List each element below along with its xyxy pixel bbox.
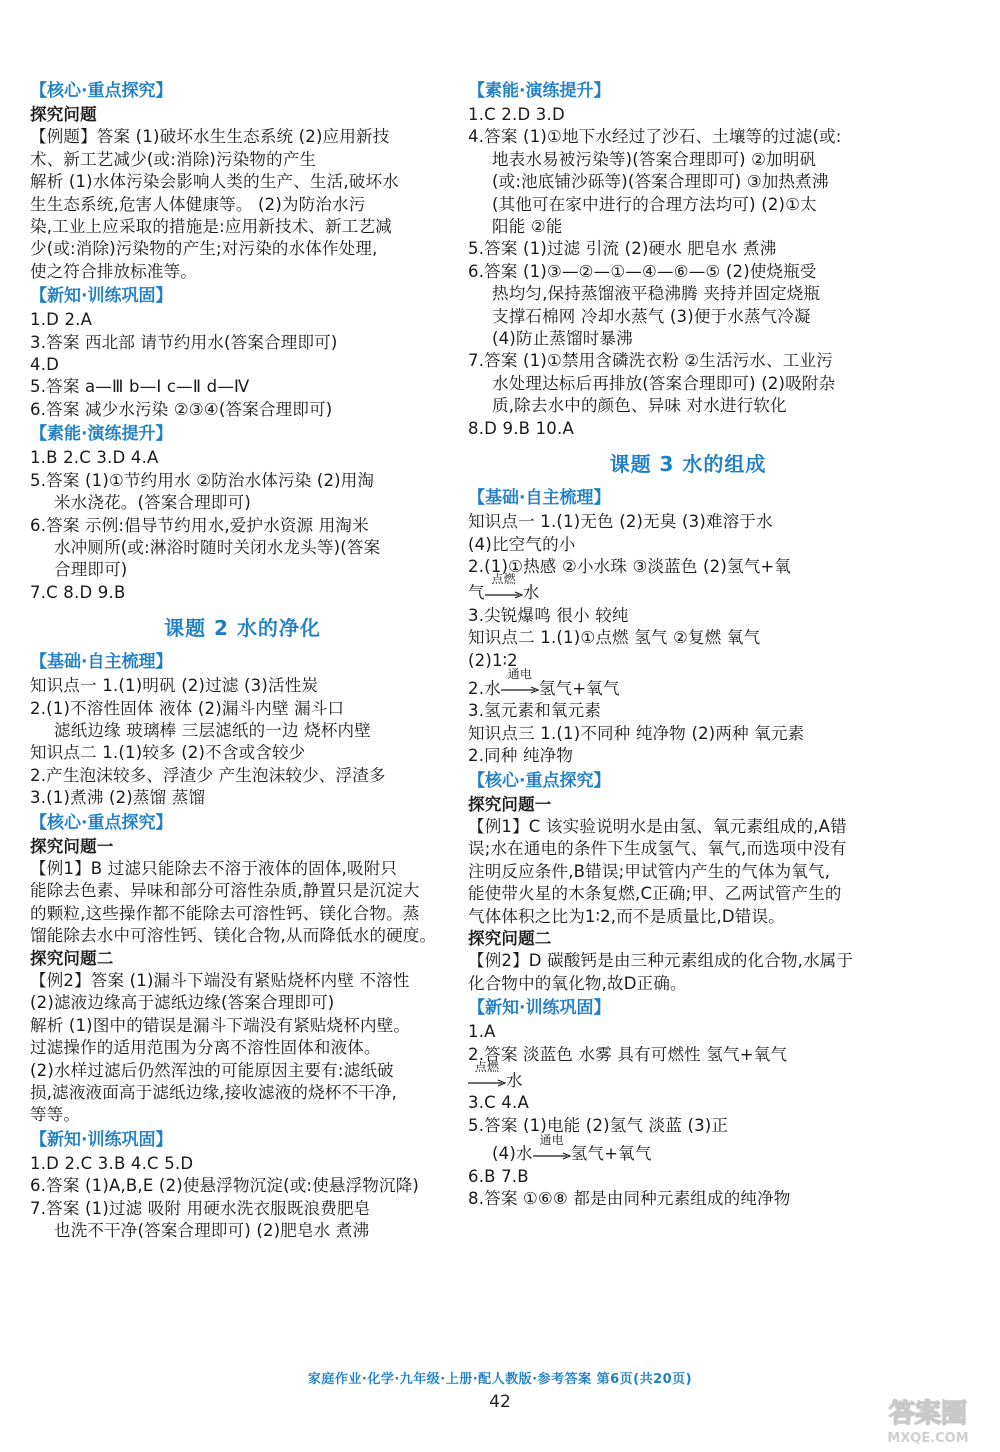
- text-line: 知识点二 1.(1)①点燃 氢气 ②复燃 氧气: [468, 628, 761, 648]
- text-line: 等等。: [30, 1105, 81, 1125]
- equation-reactant: 2.水: [468, 678, 501, 698]
- text-line: 1.D 2.A: [30, 310, 93, 330]
- text-line: 5.答案 (1)电能 (2)氢气 淡蓝 (3)正: [468, 1115, 729, 1135]
- text-line: (4)防止蒸馏时暴沸: [492, 329, 633, 349]
- arrow-icon: [468, 1079, 506, 1087]
- arrow-icon: [485, 591, 523, 599]
- text-line: 质,除去水中的颜色、异味 对水进行软化: [492, 396, 787, 416]
- text-line: 热均匀,保持蒸馏液平稳沸腾 夹持并固定烧瓶: [492, 284, 821, 304]
- text-line: 7.答案 (1)①禁用含磷洗衣粉 ②生活污水、工业污: [468, 351, 833, 371]
- chemical-equation: [468, 1059, 908, 1092]
- text-line: 8.D 9.B 10.A: [468, 418, 574, 438]
- text-line: 的颗粒,这些操作都不能除去可溶性钙、镁化合物。蒸: [30, 903, 420, 923]
- text-line: 2.(1)①热感 ②小水珠 ③淡蓝色 (2)氢气+氧: [468, 556, 792, 576]
- text-line: 注明反应条件,B错误;甲试管内产生的气体为氧气,: [468, 861, 831, 881]
- arrow-icon: [501, 686, 539, 694]
- reaction-arrow: [501, 667, 539, 698]
- svg-text:答案圈: 答案圈: [888, 1399, 968, 1429]
- section-header: 【核心·重点探究】: [30, 812, 173, 833]
- text-line: 馏能除去水中可溶性钙、镁化合物,从而降低水的硬度。: [30, 926, 437, 946]
- text-line: 6.答案 (1)A,B,E (2)使悬浮物沉淀(或:使悬浮物沉降): [30, 1176, 420, 1196]
- text-line: 4.D: [30, 355, 60, 375]
- section-header: 【新知·训练巩固】: [30, 1129, 173, 1150]
- text-line: 知识点三 1.(1)不同种 纯净物 (2)两种 氧元素: [468, 723, 805, 743]
- section-header: 【基础·自主梳理】: [30, 652, 173, 673]
- text-line: 3.尖锐爆鸣 很小 较纯: [468, 605, 629, 625]
- text-line: 6.B 7.B: [468, 1166, 529, 1186]
- watermark-icon: [868, 1392, 988, 1448]
- text-line: 过滤操作的适用范围为分离不溶性固体和液体。: [30, 1038, 381, 1058]
- text-line: 水冲厕所(或:淋浴时随时关闭水龙头等)(答案: [54, 537, 381, 557]
- section-header: 【核心·重点探究】: [468, 770, 611, 791]
- text-line: 染,工业上应采取的措施是:应用新技术、新工艺减: [30, 217, 392, 237]
- text-line: 解析 (1)水体污染会影响人类的生产、生活,破坏水: [30, 172, 399, 192]
- text-line: 知识点一 1.(1)明矾 (2)过滤 (3)活性炭: [30, 676, 319, 696]
- equation-product: 水: [522, 583, 540, 603]
- reaction-arrow: [485, 571, 523, 603]
- arrow-icon: [533, 1152, 571, 1160]
- text-line: 知识点一 1.(1)无色 (2)无臭 (3)难溶于水: [468, 512, 773, 532]
- text-line: 3.答案 西北部 请节约用水(答案合理即可): [30, 332, 338, 352]
- text-line: 6.答案 减少水污染 ②③④(答案合理即可): [30, 399, 333, 419]
- section-header: 【基础·自主梳理】: [468, 488, 611, 509]
- text-line: 术、新工艺减少(或:消除)污染物的产生: [30, 149, 317, 169]
- text-line: (其他可在家中进行的合理方法均可) (2)①太: [492, 194, 817, 214]
- text-line: 2.(1)不溶性固体 液体 (2)漏斗内壁 漏斗口: [30, 698, 345, 718]
- text-line: (2)滤液边缘高于滤纸边缘(答案合理即可): [30, 993, 335, 1013]
- text-line: 6.答案 示例:倡导节约用水,爱护水资源 用淘米: [30, 515, 369, 535]
- text-line: 【例1】B 过滤只能除去不溶于液体的固体,吸附只: [30, 858, 398, 878]
- equation-product: 氢气+氧气: [570, 1144, 652, 1164]
- chemical-equation: [468, 571, 908, 604]
- sub-heading: 探究问题一: [30, 836, 114, 856]
- right-column: [468, 78, 908, 1210]
- text-line: 滤纸边缘 玻璃棒 三层滤纸的一边 烧杯内壁: [54, 720, 371, 740]
- equation-product: 水: [506, 1071, 523, 1091]
- text-line: 合理即可): [54, 560, 128, 580]
- text-line: 5.答案 a—Ⅲ b—Ⅰ c—Ⅱ d—Ⅳ: [30, 377, 250, 397]
- text-line: 知识点二 1.(1)较多 (2)不含或含较少: [30, 743, 306, 763]
- text-line: 1.B 2.C 3.D 4.A: [30, 448, 159, 468]
- section-header: 【素能·演练提升】: [30, 424, 173, 445]
- reaction-condition: 通电: [539, 1132, 564, 1147]
- text-line: 3.(1)煮沸 (2)蒸馏 蒸馏: [30, 788, 206, 808]
- svg-text:MXQE.COM: MXQE.COM: [887, 1431, 969, 1446]
- page-footer: 家庭作业·化学·九年级·上册·配人教版·参考答案 第6页(共20页): [307, 1372, 693, 1387]
- section-header: 【新知·训练巩固】: [468, 998, 611, 1019]
- text-line: 米水浇花。(答案合理即可): [54, 493, 251, 513]
- text-line: 5.答案 (1)过滤 引流 (2)硬水 肥皂水 煮沸: [468, 239, 777, 259]
- equation-reactant: (4)水: [492, 1144, 533, 1164]
- text-line: 2.产生泡沫较多、浮渣少 产生泡沫较少、浮渣多: [30, 765, 386, 785]
- text-line: 也洗不干净(答案合理即可) (2)肥皂水 煮沸: [54, 1221, 370, 1241]
- text-line: 7.答案 (1)过滤 吸附 用硬水洗衣服既浪费肥皂: [30, 1198, 371, 1218]
- text-line: 1.A: [468, 1022, 496, 1042]
- lesson-title: 课题 2 水的净化: [164, 616, 321, 641]
- text-line: 7.C 8.D 9.B: [30, 582, 126, 602]
- text-line: 2.答案 淡蓝色 水雾 具有可燃性 氢气+氧气: [468, 1044, 788, 1064]
- text-line: (或:池底铺沙砾等)(答案合理即可) ③加热煮沸: [492, 172, 829, 192]
- text-line: 1.C 2.D 3.D: [468, 105, 565, 124]
- section-header: 【新知·训练巩固】: [30, 286, 173, 307]
- text-line: 1.D 2.C 3.B 4.C 5.D: [30, 1153, 194, 1173]
- text-line: 2.同种 纯净物: [468, 746, 574, 766]
- text-line: 水处理达标后再排放(答案合理即可) (2)吸附杂: [492, 373, 836, 393]
- left-column: [30, 78, 455, 1242]
- chemical-equation: [468, 667, 908, 700]
- text-line: 【例2】D 碳酸钙是由三种元素组成的化合物,水属于: [468, 951, 854, 971]
- text-line: 6.答案 (1)③—②—①—④—⑥—⑤ (2)使烧瓶受: [468, 261, 817, 281]
- text-line: 支撑石棉网 冷却水蒸气 (3)便于水蒸气冷凝: [492, 306, 811, 326]
- sub-heading: 探究问题: [30, 105, 97, 124]
- reaction-arrow: [468, 1059, 506, 1091]
- text-line: 气体体积之比为1∶2,而不是质量比,D错误。: [468, 906, 785, 926]
- sub-heading: 探究问题二: [30, 948, 114, 968]
- text-line: (2)1∶2: [468, 650, 518, 670]
- equation-product: 氢气+氧气: [538, 678, 620, 698]
- reaction-condition: 点燃: [491, 571, 516, 586]
- reaction-arrow: [533, 1132, 571, 1164]
- text-line: 化合物中的氧化物,故D正确。: [468, 973, 687, 993]
- text-line: 误;水在通电的条件下生成氢气、氧气,而选项中没有: [468, 839, 847, 859]
- text-line: 【例题】答案 (1)破坏水生生态系统 (2)应用新技: [30, 127, 390, 147]
- text-line: 4.答案 (1)①地下水经过了沙石、土壤等的过滤(或:: [468, 127, 842, 147]
- lesson-title: 课题 3 水的组成: [609, 452, 767, 477]
- text-line: (4)比空气的小: [468, 534, 576, 554]
- watermark-logo: [868, 1392, 988, 1448]
- text-line: 少(或:消除)污染物的产生;对污染的水体作处理,: [30, 239, 378, 259]
- section-header: 【素能·演练提升】: [468, 81, 611, 101]
- reaction-condition: 点燃: [474, 1059, 500, 1074]
- reaction-condition: 通电: [507, 667, 533, 682]
- text-line: 3.氢元素和氧元素: [468, 701, 602, 721]
- text-line: (2)水样过滤后仍然浑浊的可能原因主要有:滤纸破: [30, 1060, 394, 1080]
- text-line: 能除去色素、异味和部分可溶性杂质,静置只是沉淀大: [30, 881, 420, 901]
- text-line: 地表水易被污染等)(答案合理即可) ②加明矾: [492, 149, 817, 169]
- text-line: 生生态系统,危害人体健康等。 (2)为防治水污: [30, 194, 366, 214]
- text-line: 解析 (1)图中的错误是漏斗下端没有紧贴烧杯内壁。: [30, 1015, 411, 1035]
- sub-heading: 探究问题二: [468, 929, 552, 948]
- sub-heading: 探究问题一: [468, 794, 552, 814]
- text-line: 阳能 ②能: [492, 217, 563, 237]
- text-line: 【例2】答案 (1)漏斗下端没有紧贴烧杯内壁 不溶性: [30, 971, 410, 990]
- page-number: 42: [489, 1392, 511, 1412]
- equation-reactant: 气: [468, 583, 485, 603]
- text-line: 使之符合排放标准等。: [30, 261, 197, 281]
- section-header: 【核心·重点探究】: [30, 81, 173, 101]
- chemical-equation: [468, 1132, 908, 1165]
- text-line: 【例1】C 该实验说明水是由氢、氧元素组成的,A错: [468, 816, 847, 836]
- text-line: 8.答案 ①⑥⑧ 都是由同种元素组成的纯净物: [468, 1189, 791, 1209]
- text-line: 5.答案 (1)①节约用水 ②防治水体污染 (2)用淘: [30, 470, 375, 490]
- text-line: 损,滤液液面高于滤纸边缘,接收滤液的烧杯不干净,: [30, 1083, 398, 1103]
- text-line: 3.C 4.A: [468, 1093, 529, 1113]
- text-line: 能使带火星的木条复燃,C正确;甲、乙两试管产生的: [468, 884, 842, 904]
